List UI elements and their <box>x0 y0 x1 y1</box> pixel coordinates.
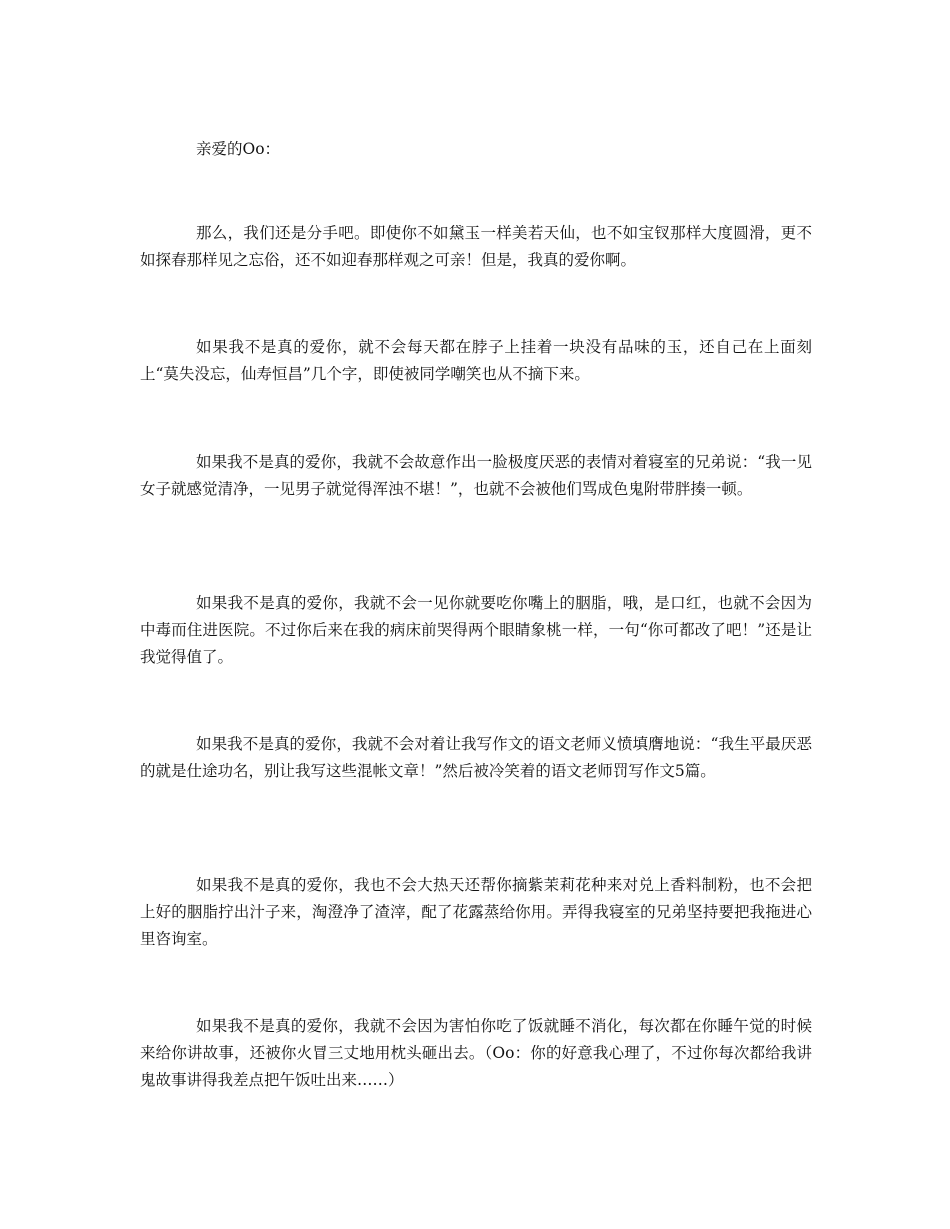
letter-salutation: 亲爱的Oo： <box>196 140 281 158</box>
letter-paragraph-4: 如果我不是真的爱你，我就不会一见你就要吃你嘴上的胭脂，哦，是口红，也就不会因为中毒而住进医院。不过你后来在我的病床前哭得两个眼睛象桃一样，一句“你可都改了吧！”还是让我觉得值了。 <box>140 594 812 666</box>
letter-paragraph-2: 如果我不是真的爱你，就不会每天都在脖子上挂着一块没有品味的玉，还自己在上面刻上“莫失没忘，仙寿恒昌”几个字，即使被同学嘲笑也从不摘下来。 <box>140 338 812 383</box>
letter-paragraph-1: 那么，我们还是分手吧。即使你不如黛玉一样美若天仙，也不如宝钗那样大度圆滑，更不如探春那样见之忘俗，还不如迎春那样观之可亲！但是，我真的爱你啊。 <box>140 224 812 269</box>
letter-paragraph-7: 如果我不是真的爱你，我就不会因为害怕你吃了饭就睡不消化，每次都在你睡午觉的时候来给你讲故事，还被你火冒三丈地用枕头砸出去。（Oo：你的好意我心理了，不过你每次都给我讲鬼故事讲得我差点把午饭吐出来……） <box>140 1017 812 1089</box>
letter-paragraph-5: 如果我不是真的爱你，我就不会对着让我写作文的语文老师义愤填膺地说：“我生平最厌恶的就是仕途功名，别让我写这些混帐文章！”然后被冷笑着的语文老师罚写作文5篇。 <box>140 735 812 780</box>
letter-paragraph-3: 如果我不是真的爱你，我就不会故意作出一脸极度厌恶的表情对着寝室的兄弟说：“我一见女子就感觉清净，一见男子就觉得浑浊不堪！”，也就不会被他们骂成色鬼附带胖揍一顿。 <box>140 453 812 498</box>
letter-paragraph-6: 如果我不是真的爱你，我也不会大热天还帮你摘紫茉莉花种来对兑上香料制粉，也不会把上好的胭脂拧出汁子来，淘澄净了渣滓，配了花露蒸给你用。弄得我寝室的兄弟坚持要把我拖进心里咨询室。 <box>140 876 812 948</box>
